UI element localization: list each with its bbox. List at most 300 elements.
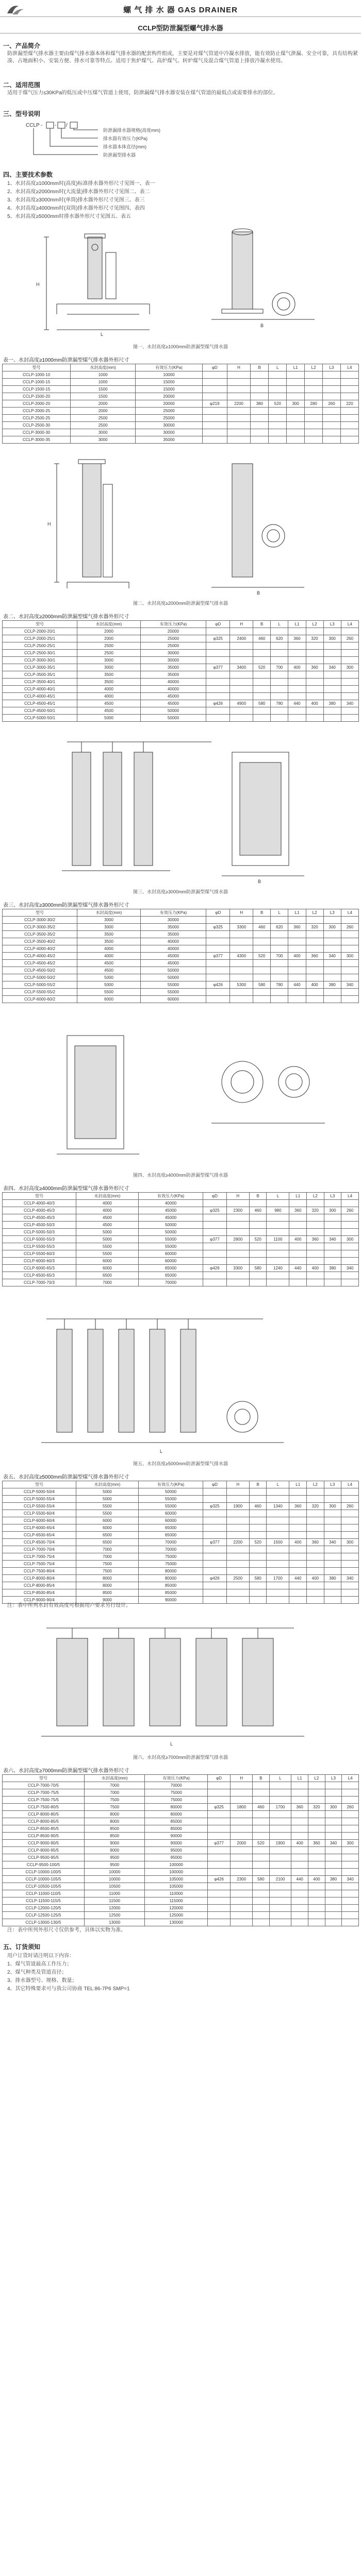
table-cell: 90000 — [145, 1833, 208, 1840]
table-cell: 4000 — [77, 945, 141, 953]
table-cell: 5300 — [230, 981, 253, 989]
table-cell: 55000 — [138, 1243, 203, 1250]
model-line-1: 防泄漏排水器规格(高度mm) — [103, 128, 160, 133]
table-cell — [323, 628, 341, 635]
table-header-cell: L2 — [306, 621, 323, 628]
table-cell: 75000 — [138, 1553, 203, 1561]
table-cell — [267, 1200, 289, 1207]
figure-2-drawing — [15, 453, 346, 598]
table-cell: 120000 — [145, 1905, 208, 1912]
table-cell — [307, 1250, 324, 1258]
table-cell: 580 — [249, 1575, 267, 1582]
table-cell — [230, 960, 253, 967]
table-cell — [324, 1568, 341, 1575]
table-cell — [230, 679, 253, 686]
table-cell: 8500 — [76, 1589, 138, 1597]
table-row — [3, 974, 359, 981]
table-cell — [341, 1582, 359, 1589]
table-cell — [267, 1532, 289, 1539]
table-cell — [341, 1532, 359, 1539]
table-cell — [267, 1496, 289, 1503]
svg-text:B: B — [258, 879, 261, 884]
figure-1-drawing — [15, 227, 346, 340]
table-cell: CCLP-2500-30/1 — [3, 650, 77, 657]
svg-text:B: B — [257, 590, 260, 596]
table-cell — [324, 1532, 341, 1539]
table-cell — [230, 938, 253, 945]
table-cell — [207, 1890, 230, 1897]
table-cell — [226, 1250, 249, 1258]
table-cell — [325, 1811, 342, 1818]
table-cell — [269, 422, 287, 429]
table-cell: 60000 — [138, 1258, 203, 1265]
table-cell — [207, 1861, 230, 1869]
table-cell: 30000 — [140, 917, 206, 924]
table-cell: 380 — [324, 1265, 341, 1272]
table-cell — [269, 1811, 291, 1818]
table-cell: 300 — [324, 1207, 341, 1214]
title-divider — [0, 16, 361, 17]
table-cell — [253, 1869, 270, 1876]
table-cell — [207, 1912, 230, 1919]
table-row — [3, 1258, 359, 1265]
table-cell: 700 — [271, 664, 288, 671]
table-cell — [253, 693, 271, 700]
table-cell — [206, 693, 230, 700]
table-row — [3, 1517, 359, 1524]
table-header-cell: 型号 — [3, 909, 77, 917]
table-cell: 30000 — [135, 429, 202, 436]
table-cell: 360 — [307, 1236, 324, 1243]
table-cell — [271, 967, 288, 974]
table-cell: 300 — [323, 635, 341, 642]
table-cell: CCLP-5500-60/4 — [3, 1510, 76, 1517]
table-cell: 25000 — [140, 642, 206, 650]
table-header-cell: L4 — [341, 364, 359, 371]
table-cell: 3000 — [77, 664, 141, 671]
table-row — [3, 700, 359, 707]
svg-text:CCLP -: CCLP - — [26, 123, 43, 128]
table-cell — [306, 715, 323, 722]
table-cell: φ426 — [206, 981, 230, 989]
table-cell — [271, 715, 288, 722]
table-cell — [324, 1582, 341, 1589]
table-cell — [203, 429, 227, 436]
table-cell — [253, 707, 271, 715]
table-cell — [271, 945, 288, 953]
table-cell: φ325 — [206, 635, 230, 642]
table-cell — [306, 671, 323, 679]
table-cell: 7500 — [84, 1797, 144, 1804]
table-row — [3, 429, 359, 436]
table-cell — [269, 408, 287, 415]
table-cell — [323, 931, 341, 938]
table-cell — [291, 1811, 308, 1818]
table-cell — [267, 1510, 289, 1517]
table-cell — [253, 679, 271, 686]
table-cell — [341, 650, 358, 657]
table-cell — [341, 1258, 359, 1265]
table-header-cell: φD — [206, 621, 230, 628]
table-cell — [267, 1524, 289, 1532]
table-cell: CCLP-2000-25/1 — [3, 635, 77, 642]
table-cell — [249, 1510, 267, 1517]
table-cell — [206, 931, 230, 938]
table-cell — [203, 1250, 227, 1258]
table-cell — [342, 1797, 359, 1804]
spec-table-3 — [2, 909, 359, 1003]
table-cell — [323, 974, 341, 981]
table-cell: CCLP-8500-85/4 — [3, 1589, 76, 1597]
table-cell: 2500 — [71, 422, 136, 429]
table-cell: 340 — [324, 1236, 341, 1243]
table-cell — [289, 1524, 307, 1532]
table-cell: 7000 — [84, 1789, 144, 1797]
table-row — [3, 1575, 359, 1582]
table-row — [3, 1869, 359, 1876]
table-cell: 340 — [323, 953, 341, 960]
table-cell — [323, 393, 341, 400]
table-cell — [251, 436, 269, 444]
table-cell: 4500 — [77, 700, 141, 707]
table-cell: 300 — [323, 924, 341, 931]
table-cell: 50000 — [138, 1229, 203, 1236]
table-cell: CCLP-1500-20 — [3, 393, 71, 400]
table-cell: 65000 — [138, 1272, 203, 1279]
table-cell: 45000 — [140, 700, 206, 707]
table-row — [3, 1825, 359, 1833]
table-cell — [226, 1532, 249, 1539]
table-cell — [308, 1847, 325, 1854]
table-cell — [249, 1222, 267, 1229]
table-cell — [231, 1854, 253, 1861]
table-cell — [342, 1854, 359, 1861]
table-row — [3, 1546, 359, 1553]
table-cell — [231, 1890, 253, 1897]
table-header-cell: H — [231, 1775, 253, 1782]
table-row — [3, 671, 359, 679]
table-cell — [341, 989, 358, 996]
table-header-cell: B — [253, 909, 271, 917]
table-cell — [306, 650, 323, 657]
table-cell: 320 — [307, 1503, 324, 1510]
table-cell: φ377 — [203, 1539, 227, 1546]
table-cell — [230, 707, 253, 715]
table-header-cell: L1 — [289, 1481, 307, 1488]
svg-text:-: - — [55, 123, 57, 128]
table-cell — [341, 671, 358, 679]
table-cell: 105000 — [145, 1883, 208, 1890]
table-cell — [253, 1811, 270, 1818]
table-cell: 460 — [253, 1804, 270, 1811]
table-cell — [341, 917, 358, 924]
table-cell — [287, 408, 305, 415]
table-cell — [253, 938, 271, 945]
table-cell: 4000 — [76, 1200, 138, 1207]
table-cell: 260 — [341, 1207, 359, 1214]
table-cell — [291, 1782, 308, 1789]
table-row — [3, 1854, 359, 1861]
table-cell — [307, 1517, 324, 1524]
table-cell — [289, 1279, 307, 1286]
table-cell: 20000 — [140, 628, 206, 635]
table-cell — [323, 686, 341, 693]
table-header-cell: B — [253, 621, 271, 628]
table-cell — [341, 1561, 359, 1568]
table-cell: CCLP-4000-40/2 — [3, 945, 77, 953]
table-cell — [324, 1561, 341, 1568]
table-cell: 400 — [291, 1840, 308, 1847]
table-cell: 780 — [271, 981, 288, 989]
table-cell — [325, 1833, 342, 1840]
table-cell: CCLP-5500-55/3 — [3, 1243, 76, 1250]
table-cell — [307, 1510, 324, 1517]
table-cell — [203, 1222, 227, 1229]
table-cell: 400 — [306, 981, 323, 989]
table-cell: 20000 — [135, 400, 202, 408]
table-cell: CCLP-7500-80/5 — [3, 1804, 85, 1811]
table-cell — [341, 1496, 359, 1503]
table-cell — [206, 657, 230, 664]
table-cell — [231, 1811, 253, 1818]
table-cell — [230, 917, 253, 924]
table-cell: 2200 — [226, 1539, 249, 1546]
table-cell: 400 — [308, 1876, 325, 1883]
figure-1-caption: 图一、水封高度≥1000mm防泄漏型煤气排水器 — [133, 344, 228, 349]
table-cell: 380 — [325, 1876, 342, 1883]
table-cell — [249, 1214, 267, 1222]
table-cell: CCLP-3000-35/2 — [3, 924, 77, 931]
table-cell — [325, 1789, 342, 1797]
param-item-4: 4、水封高度≥4000mm时(双筒)排水器外形尺寸见图四、表四 — [7, 206, 145, 211]
table-cell: CCLP-4000-45/2 — [3, 953, 77, 960]
table-cell: 50000 — [140, 707, 206, 715]
order-item-1: 1、煤气管道最高工作压力； — [7, 1961, 72, 1967]
table-cell: 9000 — [76, 1597, 138, 1604]
table-cell: 70000 — [138, 1546, 203, 1553]
table-cell: 7500 — [76, 1561, 138, 1568]
table-cell: 65000 — [138, 1532, 203, 1539]
table-header-cell: φD — [203, 1193, 227, 1200]
table-row — [3, 1222, 359, 1229]
table-cell — [287, 422, 305, 429]
table-cell: 360 — [307, 1539, 324, 1546]
table-cell — [289, 1553, 307, 1561]
table-cell — [207, 1905, 230, 1912]
table-cell — [271, 989, 288, 996]
table-row — [3, 650, 359, 657]
table-cell — [341, 379, 359, 386]
table-cell — [269, 1905, 291, 1912]
table-header-cell: L — [271, 909, 288, 917]
table-cell — [253, 671, 271, 679]
table-row — [3, 938, 359, 945]
table-cell — [307, 1229, 324, 1236]
table-cell — [324, 1488, 341, 1496]
table-cell — [267, 1517, 289, 1524]
order-item-0: 用户订货时请注明以下内容： — [7, 1953, 74, 1959]
table-cell: 9000 — [84, 1847, 144, 1854]
table-cell: CCLP-6000-60/3 — [3, 1258, 76, 1265]
table-cell — [291, 1825, 308, 1833]
table-cell: 85000 — [145, 1818, 208, 1825]
table-cell: 440 — [291, 1876, 308, 1883]
table-cell: 115000 — [145, 1897, 208, 1905]
table-cell — [207, 1883, 230, 1890]
table-cell — [306, 679, 323, 686]
table-cell: 320 — [308, 1804, 325, 1811]
table-cell — [203, 1488, 227, 1496]
table-cell: CCLP-7500-80/4 — [3, 1568, 76, 1575]
table-cell: 400 — [289, 1539, 307, 1546]
section-heading-params: 四、主要技术参数 — [3, 171, 53, 178]
table-cell: 7500 — [76, 1568, 138, 1575]
table-cell — [305, 408, 323, 415]
table-cell: 35000 — [140, 671, 206, 679]
table-header-cell: 水封高度(mm) — [76, 1193, 138, 1200]
table-cell — [291, 1847, 308, 1854]
table-cell — [341, 1546, 359, 1553]
table-cell — [251, 393, 269, 400]
figure-4-drawing — [15, 1020, 346, 1170]
table-cell: 2100 — [269, 1876, 291, 1883]
table-cell: 520 — [269, 400, 287, 408]
table-cell — [206, 960, 230, 967]
table-cell: CCLP-3000-30/1 — [3, 657, 77, 664]
table-cell: 3000 — [77, 657, 141, 664]
table-row — [3, 1250, 359, 1258]
table-header-cell: H — [230, 621, 253, 628]
table-cell — [323, 715, 341, 722]
table-cell — [341, 1524, 359, 1532]
table-cell: 45000 — [140, 693, 206, 700]
table-row — [3, 1510, 359, 1517]
table-cell: 6500 — [76, 1532, 138, 1539]
table-cell — [269, 1883, 291, 1890]
table-cell: CCLP-8500-85/5 — [3, 1825, 85, 1833]
table-cell — [271, 650, 288, 657]
table-header-cell: L — [271, 621, 288, 628]
table-cell: 4000 — [76, 1207, 138, 1214]
table-cell — [230, 693, 253, 700]
table-row — [3, 628, 359, 635]
table-cell — [249, 1488, 267, 1496]
table-cell: 55000 — [140, 981, 206, 989]
table-cell — [249, 1517, 267, 1524]
table-cell: CCLP-9000-90/4 — [3, 1597, 76, 1604]
table-cell — [341, 707, 358, 715]
table-cell: 100000 — [145, 1861, 208, 1869]
section-heading-intro: 一、产品简介 — [3, 42, 41, 49]
table-cell — [206, 967, 230, 974]
table-cell — [341, 1553, 359, 1561]
table-cell: 2500 — [77, 650, 141, 657]
table-cell — [288, 657, 306, 664]
table-cell — [203, 1553, 227, 1561]
table-cell — [267, 1582, 289, 1589]
table-cell — [253, 1833, 270, 1840]
table-cell — [226, 1243, 249, 1250]
table-cell — [325, 1897, 342, 1905]
table-cell — [231, 1847, 253, 1854]
order-item-4: 4、其它特殊要求可与我公司协商 TEL:86-7P6 SMP=1 — [7, 1986, 130, 1992]
table-header-cell: L4 — [341, 1481, 359, 1488]
table-cell: CCLP-9500-95/5 — [3, 1854, 85, 1861]
table-cell — [308, 1833, 325, 1840]
table-row — [3, 1861, 359, 1869]
table-cell: CCLP-7000-75/4 — [3, 1553, 76, 1561]
table-cell — [226, 1582, 249, 1589]
table-cell — [230, 974, 253, 981]
table-cell — [226, 1214, 249, 1222]
table-cell — [249, 1582, 267, 1589]
table-cell — [288, 996, 306, 1003]
table-cell — [269, 1861, 291, 1869]
table-cell — [203, 1272, 227, 1279]
table-cell — [253, 931, 271, 938]
table-cell: 440 — [288, 981, 306, 989]
table-cell: 1500 — [267, 1539, 289, 1546]
table-cell — [323, 650, 341, 657]
table-cell — [206, 938, 230, 945]
table-cell — [341, 1517, 359, 1524]
table-cell — [306, 967, 323, 974]
table-cell — [323, 408, 341, 415]
table-cell: 4500 — [76, 1214, 138, 1222]
table-cell — [341, 974, 358, 981]
table-cell — [249, 1272, 267, 1279]
table-cell — [249, 1568, 267, 1575]
table-cell — [269, 429, 287, 436]
table-cell: 4900 — [230, 700, 253, 707]
table-cell: 50000 — [140, 715, 206, 722]
table-cell — [253, 715, 271, 722]
table-cell — [287, 415, 305, 422]
table-cell — [253, 1847, 270, 1854]
table-cell — [323, 967, 341, 974]
figure-6-caption: 图六、水封高度≥7000mm防泄漏型煤气排水器 — [133, 1755, 228, 1760]
table-cell — [341, 1272, 359, 1279]
table-cell — [271, 679, 288, 686]
table-cell — [341, 422, 359, 429]
table-cell: 8500 — [84, 1825, 144, 1833]
table-header-cell: L3 — [325, 1775, 342, 1782]
table-cell: 2000 — [77, 628, 141, 635]
table-cell — [267, 1488, 289, 1496]
table-cell — [341, 996, 358, 1003]
table-cell: 70000 — [145, 1782, 208, 1789]
table-cell: 580 — [253, 981, 271, 989]
table-header-cell: 型号 — [3, 621, 77, 628]
table-header-cell: L3 — [323, 621, 341, 628]
table-cell: 45000 — [138, 1214, 203, 1222]
table-cell — [207, 1797, 230, 1804]
table-cell — [287, 429, 305, 436]
table-cell — [251, 379, 269, 386]
table-cell — [323, 436, 341, 444]
table-cell — [253, 650, 271, 657]
table-cell: 980 — [267, 1207, 289, 1214]
spec-table-6 — [2, 1774, 359, 1926]
table-header-row — [3, 1193, 359, 1200]
table-cell — [267, 1561, 289, 1568]
table-cell: CCLP-5000-55/4 — [3, 1496, 76, 1503]
table-cell — [203, 1532, 227, 1539]
table-header-cell: L1 — [291, 1775, 308, 1782]
table-row — [3, 1919, 359, 1926]
table-cell — [341, 693, 358, 700]
table-cell — [323, 693, 341, 700]
